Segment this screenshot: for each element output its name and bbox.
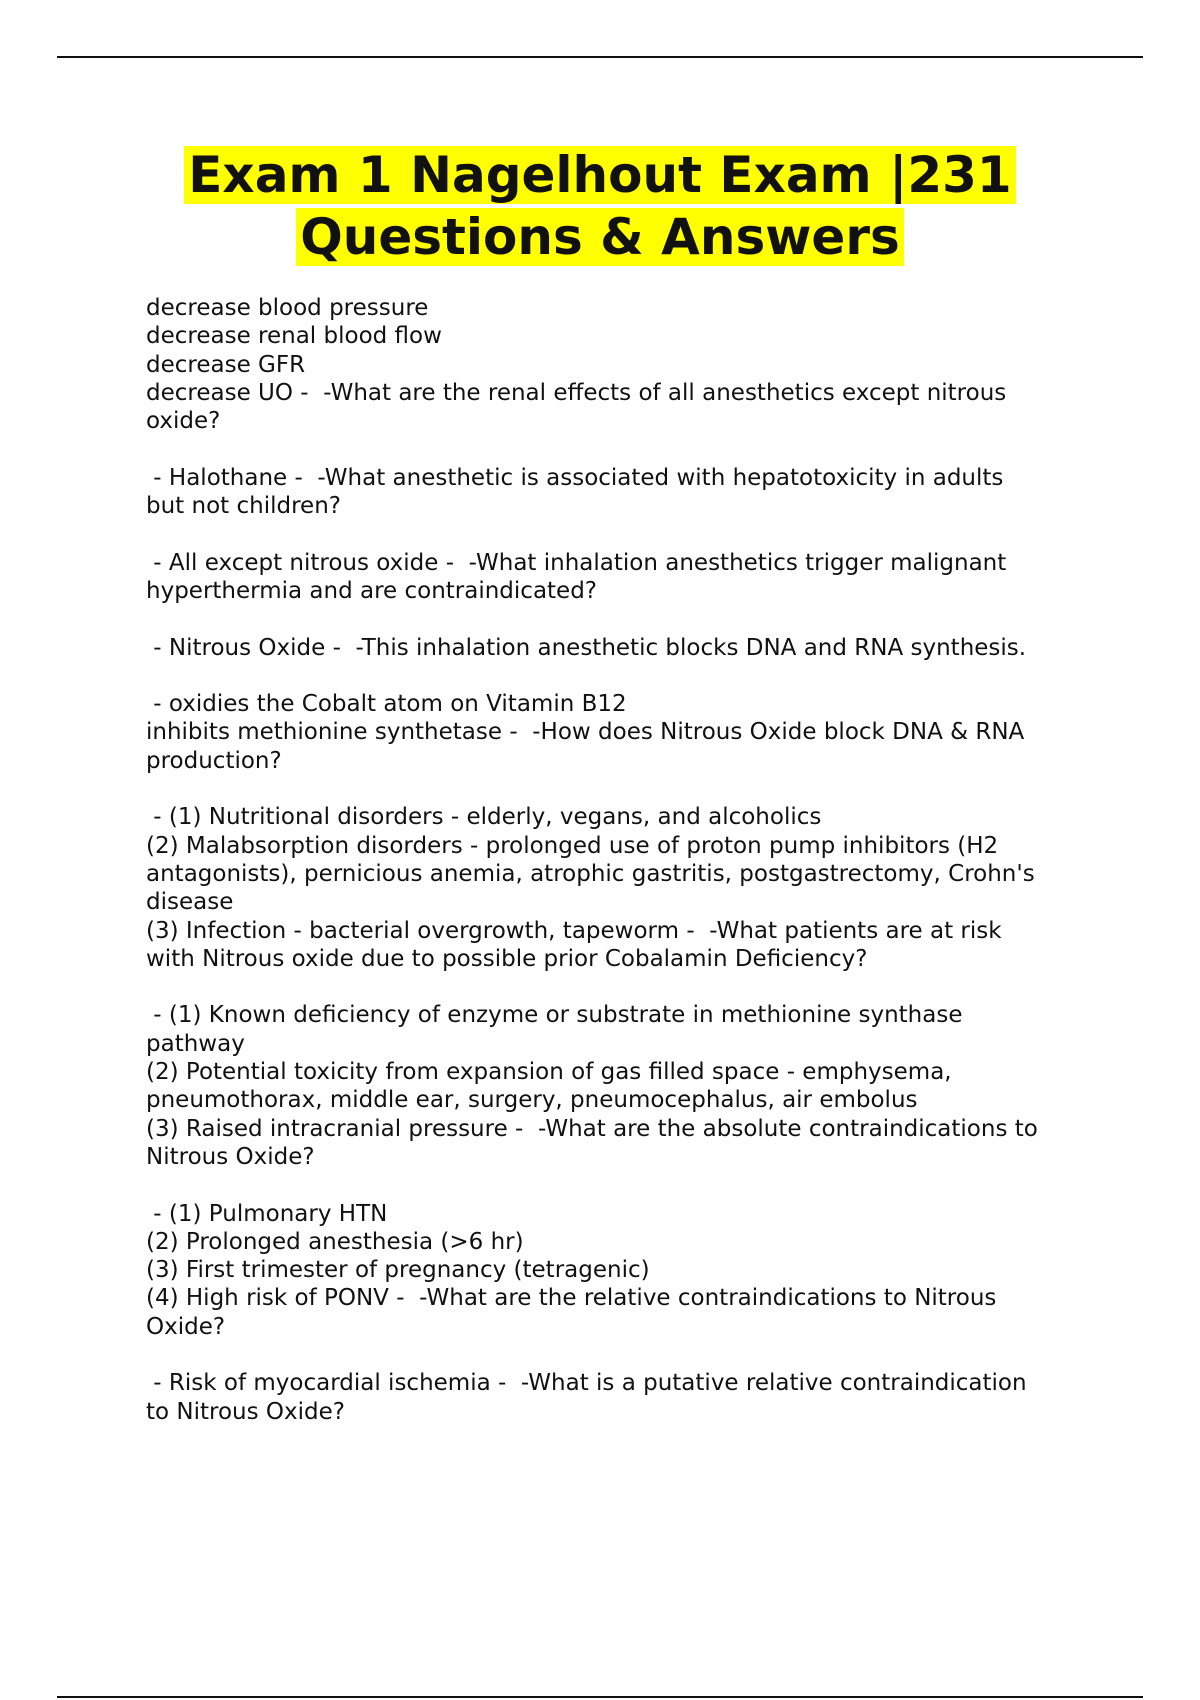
qa-entry: - (1) Nutritional disorders - elderly, vegans, and alcoholics (2) Malabsorption disorders - prolonged use of proton pump inhibitors (H2 antagonists), pernicious anemia, atrophic gastritis, postgastrectomy, Crohn's disease (3) Infection - bacterial overgrowth, tapeworm - -What patients are at risk with Nitrous oxide due to possible prior Cobalamin Deficiency?: [146, 804, 1035, 972]
page-title: [100, 144, 1100, 268]
title-line-1: Exam 1 Nagelhout Exam |231: [184, 146, 1015, 204]
qa-entry: - Nitrous Oxide - -This inhalation anesthetic blocks DNA and RNA synthesis.: [146, 634, 1027, 661]
qa-entry: - (1) Pulmonary HTN (2) Prolonged anesthesia (>6 hr) (3) First trimester of pregnancy (tetragenic) (4) High risk of PONV - -What are the relative contraindications to Nitrous Oxide?: [146, 1200, 997, 1340]
qa-entry: - All except nitrous oxide - -What inhalation anesthetics trigger malignant hyperthermia and are contraindicated?: [146, 549, 1007, 604]
qa-entries: [146, 294, 1106, 1426]
qa-entry: - Risk of myocardial ischemia - -What is a putative relative contraindication to Nitrous Oxide?: [146, 1370, 1027, 1425]
qa-entry: - Halothane - -What anesthetic is associated with hepatotoxicity in adults but not children?: [146, 464, 1004, 520]
qa-entry: - oxidies the Cobalt atom on Vitamin B12 inhibits methionine synthetase - -How does Nitrous Oxide block DNA & RNA production?: [146, 691, 1025, 774]
title-line-2: Questions & Answers: [296, 208, 904, 266]
bottom-rule: [57, 1696, 1143, 1698]
qa-entry: - (1) Known deficiency of enzyme or substrate in methionine synthase pathway (2) Potential toxicity from expansion of gas filled space - emphysema, pneumothorax, middle ear, surgery, pneumocephalus, air embolus (3) Raised intracranial pressure - -What are the absolute contraindications to Nitrous Oxide?: [146, 1002, 1038, 1170]
top-rule: [57, 56, 1143, 58]
qa-entry: decrease blood pressure decrease renal blood flow decrease GFR decrease UO - -What are the renal effects of all anesthetics except nitrous oxide?: [146, 295, 1007, 435]
